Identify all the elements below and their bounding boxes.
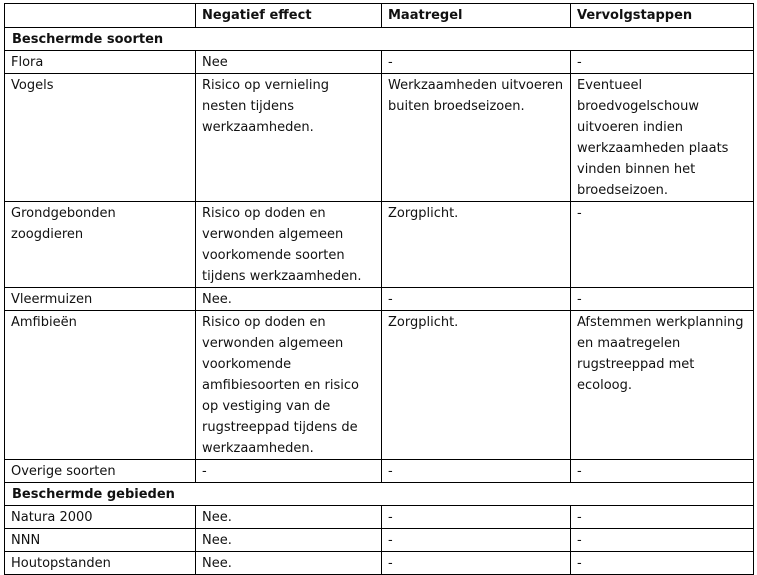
- species-name: Amfibieën: [5, 311, 196, 460]
- effect-cell: Nee: [196, 51, 382, 74]
- area-name: Natura 2000: [5, 506, 196, 529]
- header-maatregel: Maatregel: [382, 4, 571, 28]
- measure-cell: -: [382, 552, 571, 575]
- table-row: [5, 51, 754, 74]
- next-steps-cell: Eventueel broedvogelschouw uitvoeren indien werkzaamheden plaats vinden binnen het broedseizoen.: [571, 74, 754, 202]
- measure-cell: -: [382, 460, 571, 483]
- measure-cell: -: [382, 288, 571, 311]
- species-name: Flora: [5, 51, 196, 74]
- section-header-row: [5, 28, 754, 51]
- table-row: [5, 460, 754, 483]
- next-steps-cell: -: [571, 202, 754, 288]
- section-header-row: [5, 483, 754, 506]
- header-vervolgstappen: Vervolgstappen: [571, 4, 754, 28]
- area-name: Houtopstanden: [5, 552, 196, 575]
- table-row: [5, 552, 754, 575]
- species-name: Vleermuizen: [5, 288, 196, 311]
- effect-cell: Risico op doden en verwonden algemeen voorkomende amfibiesoorten en risico op vestiging van de rugstreeppad tijdens de werkzaamheden.: [196, 311, 382, 460]
- area-name: NNN: [5, 529, 196, 552]
- section-title: Beschermde soorten: [5, 28, 754, 51]
- next-steps-cell: Afstemmen werkplanning en maatregelen rugstreeppad met ecoloog.: [571, 311, 754, 460]
- table-row: [5, 311, 754, 460]
- header-cell-empty: [5, 4, 196, 28]
- table-row: [5, 288, 754, 311]
- section-title: Beschermde gebieden: [5, 483, 754, 506]
- effect-cell: Risico op vernieling nesten tijdens werkzaamheden.: [196, 74, 382, 202]
- next-steps-cell: -: [571, 51, 754, 74]
- table-row: [5, 74, 754, 202]
- effect-cell: Nee.: [196, 552, 382, 575]
- measure-cell: Zorgplicht.: [382, 311, 571, 460]
- header-negatief-effect: Negatief effect: [196, 4, 382, 28]
- next-steps-cell: -: [571, 529, 754, 552]
- measure-cell: -: [382, 51, 571, 74]
- next-steps-cell: -: [571, 552, 754, 575]
- effect-cell: -: [196, 460, 382, 483]
- effect-cell: Risico op doden en verwonden algemeen voorkomende soorten tijdens werkzaamheden.: [196, 202, 382, 288]
- measure-cell: -: [382, 529, 571, 552]
- effects-table: [4, 3, 754, 575]
- species-name: Grondgebonden zoogdieren: [5, 202, 196, 288]
- measure-cell: -: [382, 506, 571, 529]
- effect-cell: Nee.: [196, 529, 382, 552]
- table-row: [5, 529, 754, 552]
- measure-cell: Zorgplicht.: [382, 202, 571, 288]
- header-row: [5, 4, 754, 28]
- species-name: Overige soorten: [5, 460, 196, 483]
- effect-cell: Nee.: [196, 288, 382, 311]
- table-row: [5, 506, 754, 529]
- next-steps-cell: -: [571, 460, 754, 483]
- table-row: [5, 202, 754, 288]
- next-steps-cell: -: [571, 288, 754, 311]
- measure-cell: Werkzaamheden uitvoeren buiten broedseizoen.: [382, 74, 571, 202]
- species-name: Vogels: [5, 74, 196, 202]
- next-steps-cell: -: [571, 506, 754, 529]
- effect-cell: Nee.: [196, 506, 382, 529]
